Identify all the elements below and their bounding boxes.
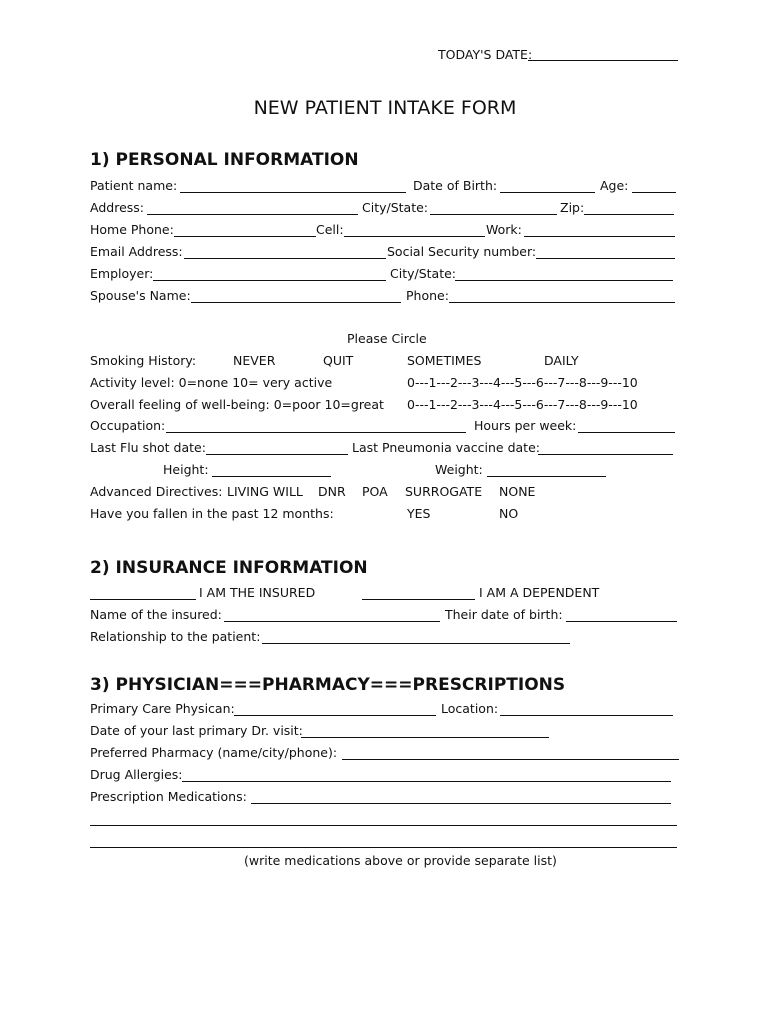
patient-name-label: Patient name: [90,178,178,193]
relationship-field[interactable] [262,643,570,644]
work-field[interactable] [524,236,675,237]
employer-field[interactable] [153,280,386,281]
employer-city-state-label: City/State: [390,266,457,281]
dob-field[interactable] [500,192,595,193]
smoking-option-never[interactable]: NEVER [233,353,276,368]
ssn-field[interactable] [536,258,675,259]
spouse-phone-label: Phone: [406,288,449,303]
advanced-option-dnr[interactable]: DNR [318,484,346,499]
their-dob-field[interactable] [566,621,677,622]
location-field[interactable] [500,715,673,716]
city-state-label: City/State: [362,200,429,215]
their-dob-label: Their date of birth: [445,607,563,622]
cell-label: Cell: [316,222,344,237]
smoking-option-daily[interactable]: DAILY [544,353,579,368]
spouse-phone-field[interactable] [449,302,675,303]
home-phone-label: Home Phone: [90,222,174,237]
employer-label: Employer: [90,266,154,281]
advanced-option-surrogate[interactable]: SURROGATE [405,484,483,499]
relationship-label: Relationship to the patient: [90,629,261,644]
address-field[interactable] [147,214,358,215]
city-state-field[interactable] [430,214,557,215]
zip-label: Zip: [560,200,585,215]
zip-field[interactable] [584,214,674,215]
last-visit-field[interactable] [301,737,549,738]
pharmacy-label: Preferred Pharmacy (name/city/phone): [90,745,338,760]
height-field[interactable] [212,476,331,477]
wellbeing-scale[interactable]: 0---1---2---3---4---5---6---7---8---9---10 [407,397,638,412]
hours-per-week-label: Hours per week: [474,418,577,433]
email-field[interactable] [184,258,386,259]
insured-checkline[interactable] [90,599,196,600]
fallen-label: Have you fallen in the past 12 months: [90,506,334,521]
employer-city-state-field[interactable] [455,280,673,281]
drug-allergies-label: Drug Allergies: [90,767,183,782]
insured-label: I AM THE INSURED [199,585,316,600]
work-label: Work: [486,222,522,237]
weight-field[interactable] [487,476,606,477]
insured-name-label: Name of the insured: [90,607,222,622]
height-label: Height: [163,462,209,477]
activity-level-label: Activity level: 0=none 10= very active [90,375,333,390]
medications-line-3[interactable] [90,847,677,848]
flu-shot-label: Last Flu shot date: [90,440,206,455]
pneumonia-label: Last Pneumonia vaccine date: [352,440,540,455]
age-field[interactable] [632,192,676,193]
spouse-name-field[interactable] [191,302,401,303]
prescription-medications-label: Prescription Medications: [90,789,247,804]
pharmacy-field[interactable] [342,759,679,760]
patient-name-field[interactable] [180,192,406,193]
dob-label: Date of Birth: [413,178,498,193]
spouse-name-label: Spouse's Name: [90,288,191,303]
primary-care-field[interactable] [234,715,436,716]
ssn-label: Social Security number: [387,244,537,259]
fallen-option-yes[interactable]: YES [407,506,431,521]
advanced-option-poa[interactable]: POA [362,484,388,499]
occupation-field[interactable] [166,432,466,433]
activity-level-scale[interactable]: 0---1---2---3---4---5---6---7---8---9---10 [407,375,638,390]
smoking-history-label: Smoking History: [90,353,197,368]
weight-label: Weight: [435,462,483,477]
advanced-option-living-will[interactable]: LIVING WILL [227,484,303,499]
smoking-option-quit[interactable]: QUIT [323,353,354,368]
dependent-label: I AM A DEPENDENT [479,585,600,600]
address-label: Address: [90,200,144,215]
wellbeing-label: Overall feeling of well-being: 0=poor 10=great [90,397,384,412]
age-label: Age: [600,178,629,193]
pneumonia-field[interactable] [538,454,673,455]
advanced-directives-label: Advanced Directives: [90,484,223,499]
advanced-option-none[interactable]: NONE [499,484,536,499]
smoking-option-sometimes[interactable]: SOMETIMES [407,353,482,368]
personal-info-heading: 1) PERSONAL INFORMATION [90,150,359,170]
home-phone-field[interactable] [174,236,316,237]
fallen-option-no[interactable]: NO [499,506,519,521]
insurance-info-heading: 2) INSURANCE INFORMATION [90,558,368,578]
physician-pharmacy-heading: 3) PHYSICIAN===PHARMACY===PRESCRIPTIONS [90,675,566,695]
cell-field[interactable] [344,236,485,237]
hours-per-week-field[interactable] [578,432,675,433]
email-label: Email Address: [90,244,183,259]
insured-name-field[interactable] [224,621,440,622]
todays-date-label: TODAY'S DATE: [438,47,533,62]
prescription-medications-field[interactable] [251,803,671,804]
dependent-checkline[interactable] [362,599,475,600]
flu-shot-field[interactable] [206,454,348,455]
form-title: NEW PATIENT INTAKE FORM [253,97,517,119]
todays-date-field[interactable] [528,60,678,61]
medications-line-2[interactable] [90,825,677,826]
drug-allergies-field[interactable] [182,781,671,782]
primary-care-label: Primary Care Physican: [90,701,235,716]
medications-note: (write medications above or provide separate list) [244,853,557,868]
please-circle-label: Please Circle [347,331,427,346]
location-label: Location: [441,701,499,716]
occupation-label: Occupation: [90,418,166,433]
last-visit-label: Date of your last primary Dr. visit: [90,723,303,738]
